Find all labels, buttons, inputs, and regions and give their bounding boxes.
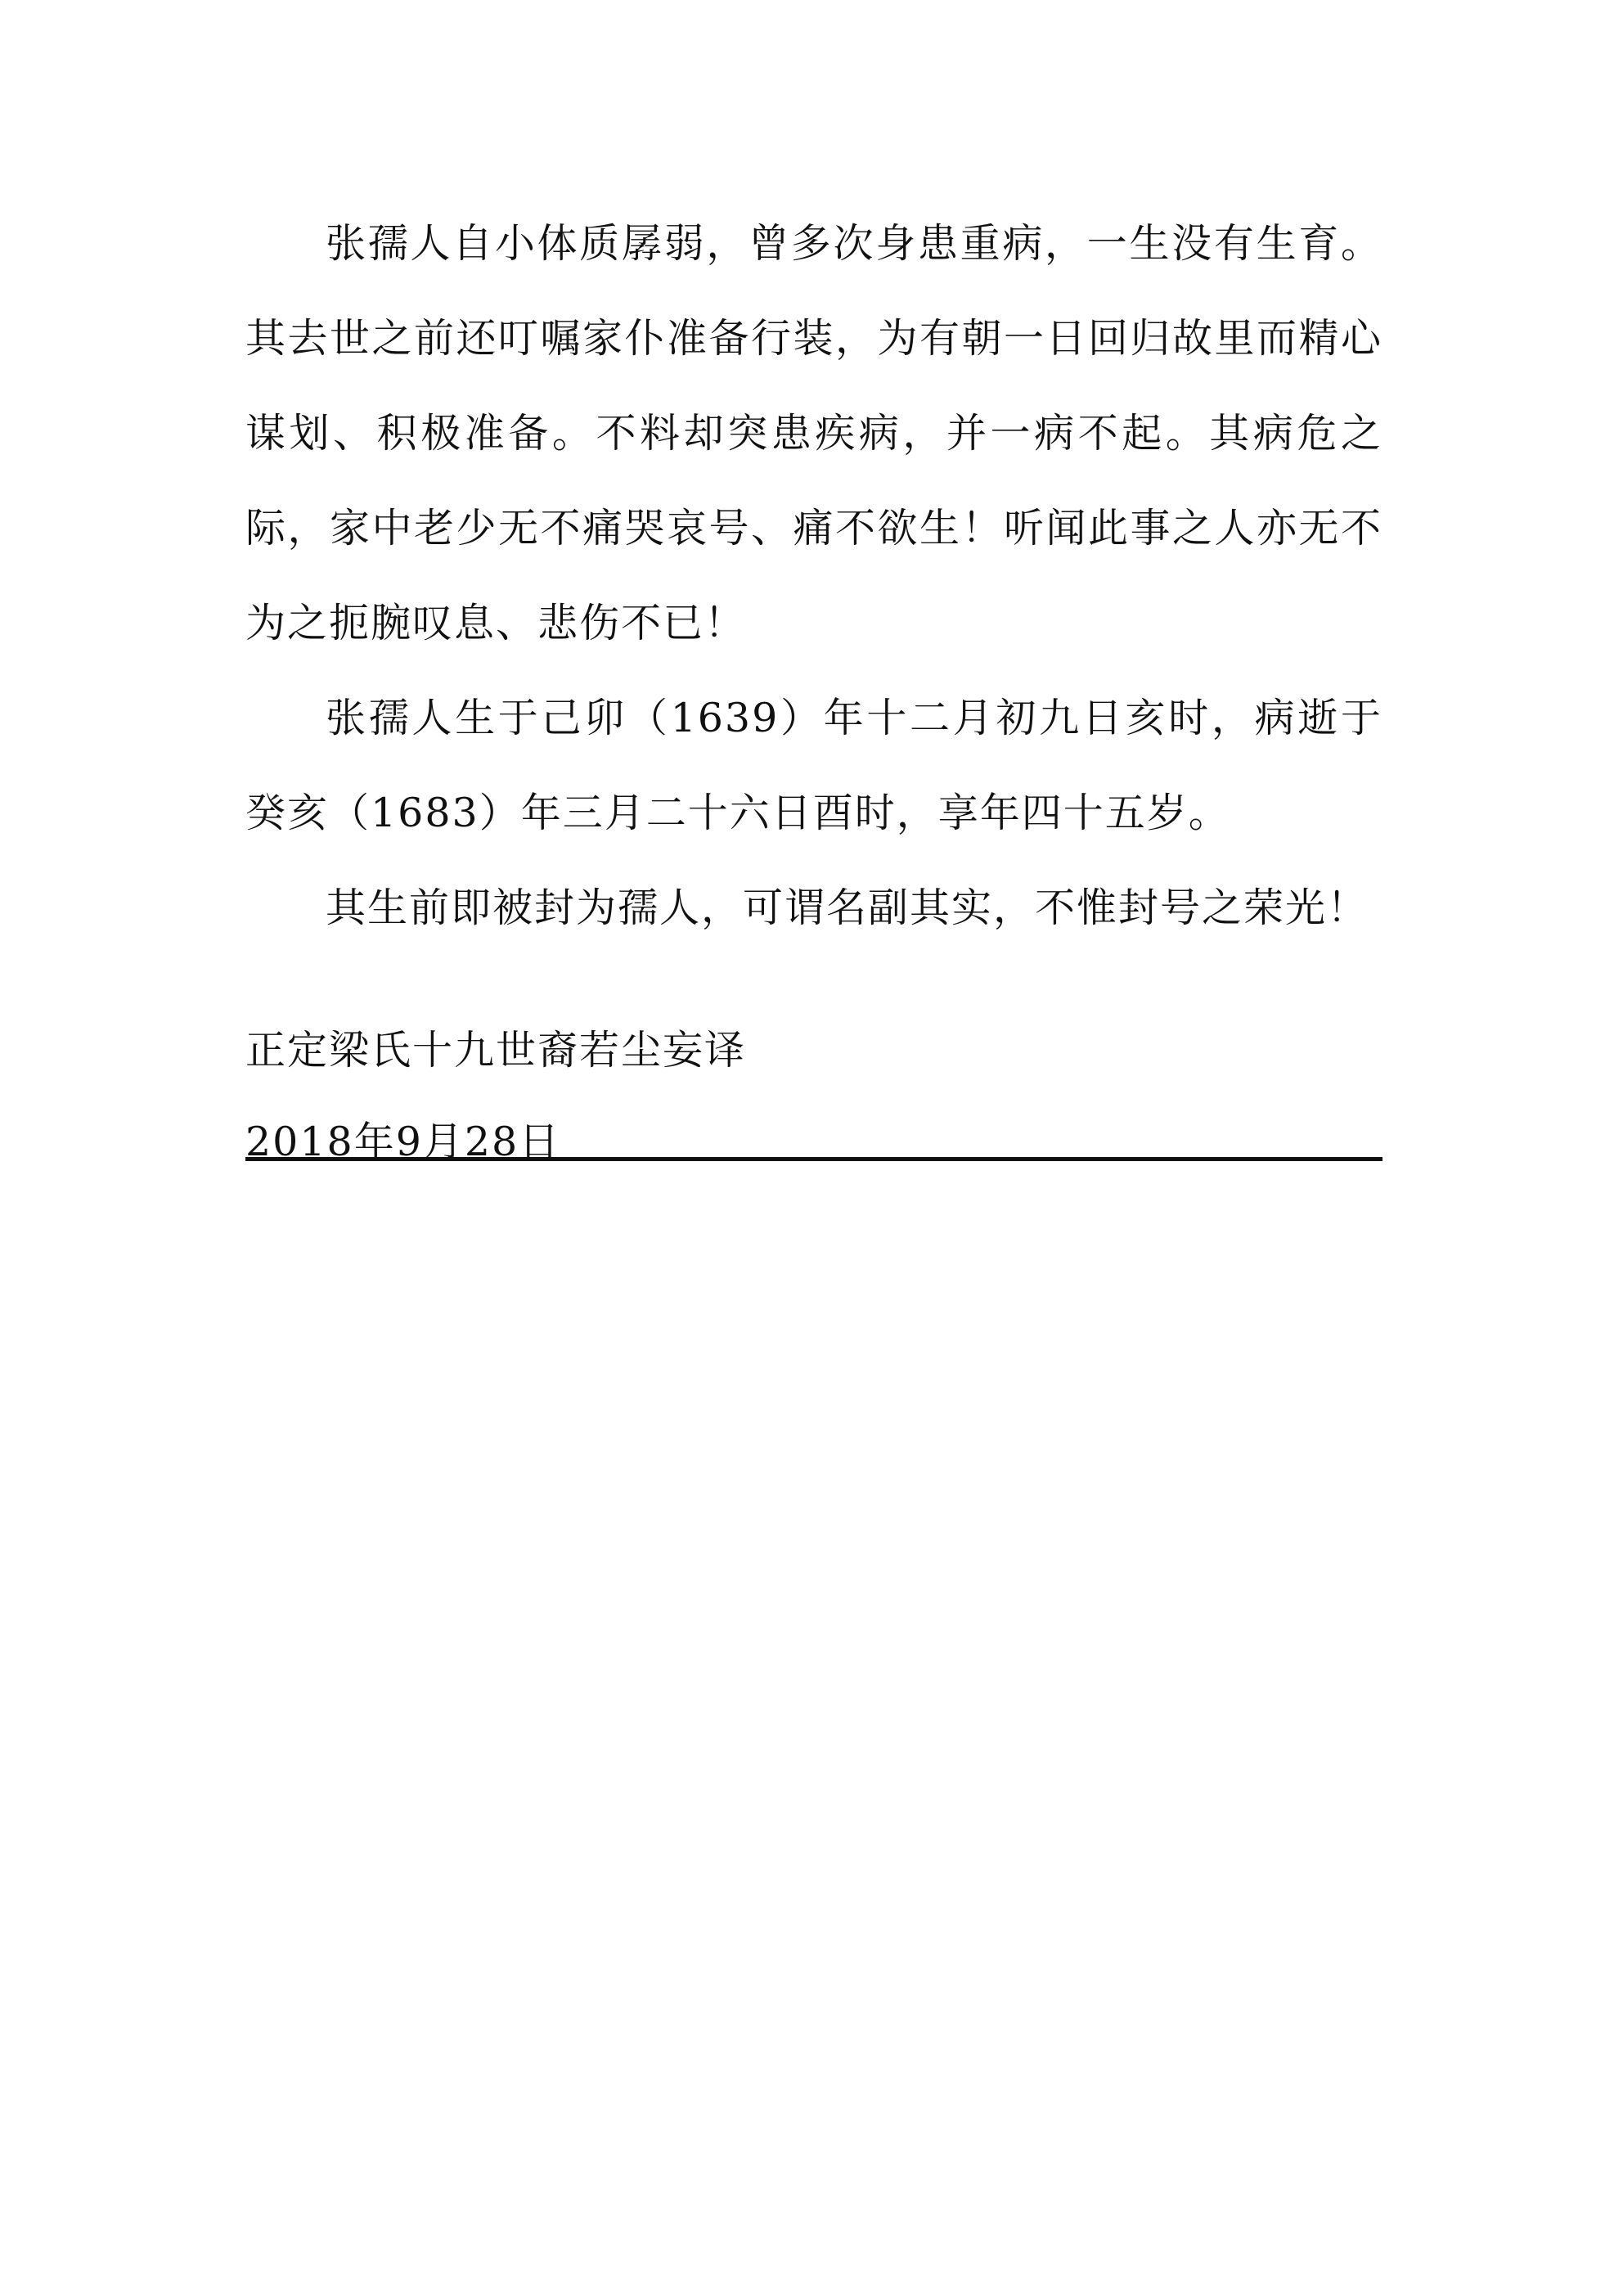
- horizontal-rule: [245, 1157, 1382, 1161]
- paragraph-1: 张孺人自小体质孱弱，曾多次身患重病，一生没有生育。其去世之前还叮嘱家仆准备行装，为有朝一日回归故里而精心谋划、积极准备。不料却突患疾病，并一病不起。其病危之际，家中老少无不痛哭哀号、痛不欲生！听闻此事之人亦无不为之扼腕叹息、悲伤不已！: [245, 220, 1382, 646]
- paragraph-3: 其生前即被封为孺人，可谓名副其实，不惟封号之荣光！: [326, 885, 1369, 931]
- paragraph-2: 张孺人生于己卯（1639）年十二月初九日亥时，病逝于癸亥（1683）年三月二十六日酉时，享年四十五岁。: [245, 695, 1382, 836]
- date-line: 2018年9月28日: [245, 1119, 561, 1165]
- translator-line: 正定梁氏十九世裔若尘妄译: [245, 1027, 747, 1074]
- document-body: [245, 196, 1382, 1188]
